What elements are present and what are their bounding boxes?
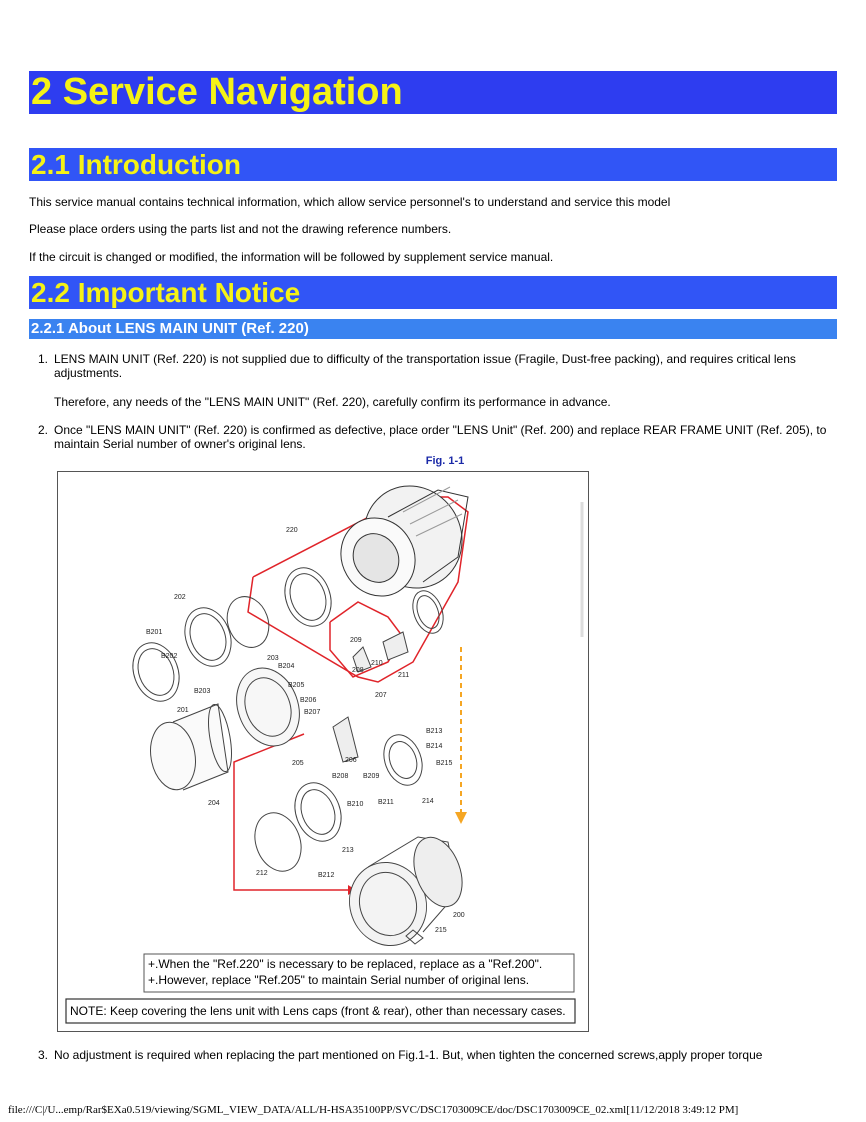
figure-caption: Fig. 1-1: [425, 455, 465, 467]
callout-line-1: +.When the "Ref.220" is necessary to be replaced, replace as a "Ref.200".: [148, 957, 543, 971]
list-text: LENS MAIN UNIT (Ref. 220) is not supplied due to difficulty of the transportation issue (Fragile, Dust-free packing), and requires critical lens adjustments.: [54, 352, 796, 380]
label-b214: B214: [426, 743, 443, 750]
label-220: 220: [286, 527, 298, 534]
label-207: 207: [375, 692, 387, 699]
label-210: 210: [371, 660, 383, 667]
label-205: 205: [292, 760, 304, 767]
label-204: 204: [208, 800, 220, 807]
orange-arrowhead: [455, 812, 467, 824]
label-206: 206: [345, 757, 357, 764]
label-b205: B205: [288, 682, 305, 689]
label-b207: B207: [304, 709, 321, 716]
label-b211: B211: [378, 799, 394, 806]
intro-paragraph-1: This service manual contains technical information, which allow service personnel's to understand and service this model: [29, 195, 671, 209]
list-number: 2.: [38, 423, 49, 437]
exploded-lens-diagram: [57, 471, 589, 1032]
list-text: No adjustment is required when replacing the part mentioned on Fig.1-1. But, when tighten the concerned screws,apply proper torque: [54, 1048, 763, 1062]
mount-ring-drawing: [125, 561, 471, 956]
page-footer-url: file:///C|/U...emp/Rar$EXa0.519/viewing/SGML_VIEW_DATA/ALL/H-HSA35100PP/SVC/DSC1703009CE/doc/DSC1703009CE_02.xml[11/12/2018 3:49:12 PM]: [8, 1104, 739, 1116]
label-b202: B202: [161, 653, 178, 660]
list-item-1-note: Therefore, any needs of the "LENS MAIN UNIT" (Ref. 220), carefully confirm its performance in advance.: [54, 395, 611, 409]
label-b215: B215: [436, 760, 453, 767]
label-b204: B204: [278, 663, 295, 670]
lens-main-unit-drawing: [327, 472, 481, 610]
list-number: 1.: [38, 352, 49, 366]
list-text: Once "LENS MAIN UNIT" (Ref. 220) is confirmed as defective, place order "LENS Unit" (Ref. 200) and replace REAR FRAME UNIT (Ref. 205), to maintain Serial number of owner's original lens.: [54, 423, 827, 451]
label-203: 203: [267, 655, 279, 662]
figure-note: NOTE: Keep covering the lens unit with Lens caps (front & rear), other than necessary cases.: [70, 1004, 566, 1018]
exploded-view-drawing: [58, 472, 588, 1031]
subsection-heading-lens-main-unit: 2.2.1 About LENS MAIN UNIT (Ref. 220): [29, 319, 837, 339]
list-number: 3.: [38, 1048, 49, 1062]
label-b209: B209: [363, 773, 380, 780]
label-208: 208: [352, 667, 364, 674]
label-211: 211: [398, 672, 410, 679]
label-b212: B212: [318, 872, 335, 879]
callout-line-2: +.However, replace "Ref.205" to maintain Serial number of original lens.: [148, 973, 530, 987]
label-201: 201: [177, 707, 189, 714]
label-215: 215: [435, 927, 447, 934]
label-213: 213: [342, 847, 354, 854]
label-212: 212: [256, 870, 268, 877]
label-214: 214: [422, 798, 434, 805]
intro-paragraph-3: If the circuit is changed or modified, the information will be followed by supplement service manual.: [29, 250, 554, 264]
section-heading-important-notice: 2.2 Important Notice: [29, 276, 837, 309]
label-b213: B213: [426, 728, 443, 735]
label-202: 202: [174, 594, 186, 601]
label-b210: B210: [347, 801, 364, 808]
label-b208: B208: [332, 773, 349, 780]
label-200: 200: [453, 912, 465, 919]
label-b206: B206: [300, 697, 317, 704]
label-209: 209: [350, 637, 362, 644]
label-b203: B203: [194, 688, 211, 695]
intro-paragraph-2: Please place orders using the parts list and not the drawing reference numbers.: [29, 222, 452, 236]
section-heading-introduction: 2.1 Introduction: [29, 148, 837, 181]
red-arrow-line: [234, 734, 348, 890]
label-b201: B201: [146, 629, 163, 636]
section-heading-service-navigation: 2 Service Navigation: [29, 71, 837, 114]
